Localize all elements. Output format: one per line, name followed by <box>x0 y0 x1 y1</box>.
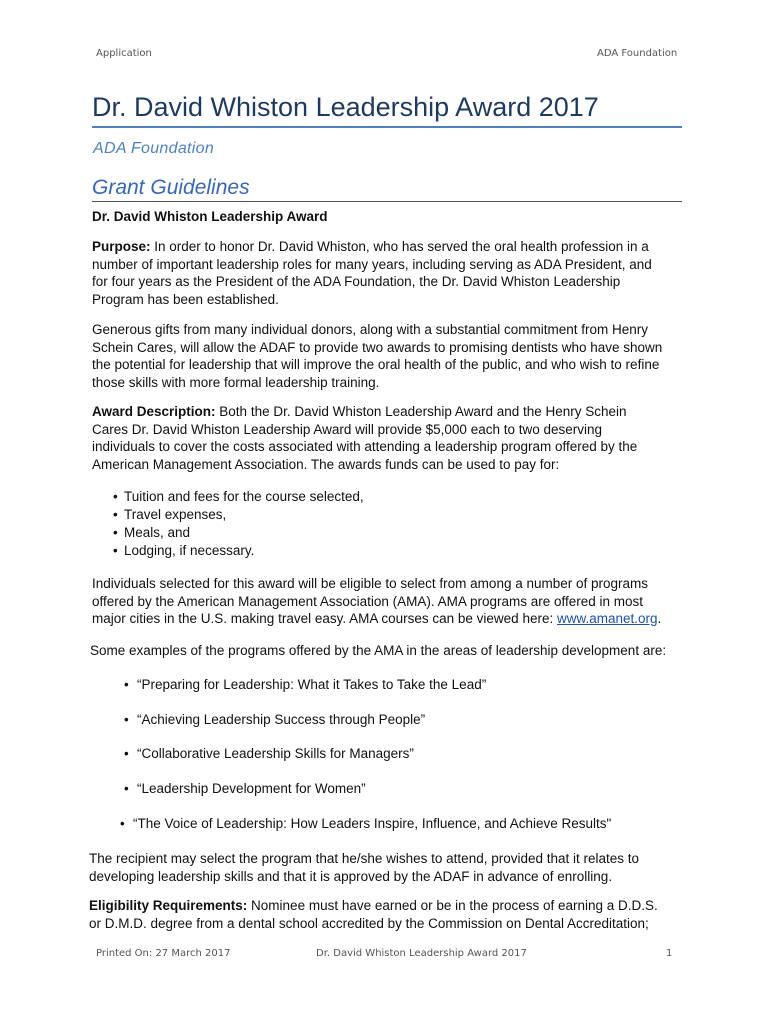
page-title: Dr. David Whiston Leadership Award 2017 <box>92 92 682 128</box>
award-description-line: American Management Association. The awards funds can be used to pay for: <box>92 456 560 472</box>
list-item: • Travel expenses, <box>113 507 227 522</box>
gifts-line: Schein Cares, will allow the ADAF to provide two awards to promising dentists who have shown <box>92 339 663 355</box>
ama-line: major cities in the U.S. making travel easy. AMA courses can be viewed here: www.amanet.org. <box>92 611 662 626</box>
ama-line: Individuals selected for this award will be eligible to select from among a number of programs <box>92 576 649 591</box>
program-item: • “Leadership Development for Women” <box>124 781 366 796</box>
award-description-paragraph <box>92 403 637 473</box>
ama-paragraph <box>92 575 661 628</box>
bullet-icon: • <box>124 677 129 692</box>
gifts-line: Generous gifts from many individual donors, along with a substantial commitment from Henry <box>92 322 648 337</box>
bullet-icon: • <box>113 489 118 504</box>
footer-title: Dr. David Whiston Leadership Award 2017 <box>316 948 527 959</box>
award-description-line: individuals to cover the costs associated with attending a leadership program offered by the <box>92 439 638 454</box>
recipient-line: The recipient may select the program that he/she wishes to attend, provided that it relates to <box>89 851 640 866</box>
recipient-line: developing leadership skills and that it is approved by the ADAF in advance of enrolling. <box>89 868 613 884</box>
purpose-label: Purpose: <box>92 239 151 254</box>
recipient-paragraph <box>89 850 639 885</box>
award-description-text: Both the Dr. David Whiston Leadership Award and the Henry Schein <box>219 404 627 419</box>
section-heading: Grant Guidelines <box>92 176 682 202</box>
gifts-line: the potential for leadership that will improve the oral health of the public, and who wish to refine <box>92 357 660 372</box>
bullet-icon: • <box>113 525 118 540</box>
header-right: ADA Foundation <box>597 48 678 59</box>
gifts-paragraph <box>92 321 662 391</box>
purpose-line: number of important leadership roles for many years, including serving as ADA President, and <box>92 256 652 272</box>
eligibility-line: or D.M.D. degree from a dental school accredited by the Commission on Dental Accreditation; <box>89 915 649 931</box>
amanet-link[interactable]: www.amanet.org <box>556 611 658 626</box>
footer-printed-date: Printed On: 27 March 2017 <box>96 948 231 959</box>
bullet-icon: • <box>113 507 118 522</box>
program-item: • “Achieving Leadership Success through People” <box>124 712 426 727</box>
eligibility-label: Eligibility Requirements: <box>89 898 248 913</box>
award-description-line <box>92 403 637 421</box>
list-item: • Lodging, if necessary. <box>113 543 255 558</box>
purpose-text: In order to honor Dr. David Whiston, who has served the oral health profession in a <box>154 239 649 254</box>
examples-intro: Some examples of the programs offered by the AMA in the areas of leadership development are: <box>90 643 667 658</box>
bullet-icon: • <box>124 746 129 761</box>
bullet-icon: • <box>113 543 118 558</box>
eligibility-paragraph <box>89 897 658 932</box>
list-item: • Meals, and <box>113 525 191 540</box>
covered-costs-list <box>113 488 364 560</box>
eligibility-line: Eligibility Requirements: Nominee must have earned or be in the process of earning a D.D.S. <box>89 898 658 913</box>
purpose-line: Program has been established. <box>92 291 279 307</box>
program-item: • “Preparing for Leadership: What it Takes to Take the Lead” <box>124 677 487 692</box>
award-name: Dr. David Whiston Leadership Award <box>92 209 328 224</box>
program-item: • “The Voice of Leadership: How Leaders Inspire, Influence, and Achieve Results" <box>120 816 612 831</box>
header-left: Application <box>96 48 152 59</box>
bullet-icon: • <box>120 816 125 831</box>
page-subtitle: ADA Foundation <box>93 140 215 157</box>
purpose-line: for four years as the President of the ADA Foundation, the Dr. David Whiston Leadership <box>92 274 621 289</box>
program-item: • “Collaborative Leadership Skills for Managers” <box>124 746 414 761</box>
award-description-label: Award Description: <box>92 404 216 419</box>
list-item: • Tuition and fees for the course selected, <box>113 489 364 504</box>
ama-line: offered by the American Management Association (AMA). AMA programs are offered in most <box>92 593 644 609</box>
bullet-icon: • <box>124 781 129 796</box>
gifts-line: those skills with more formal leadership training. <box>92 374 380 390</box>
bullet-icon: • <box>124 712 129 727</box>
award-description-line: Cares Dr. David Whiston Leadership Award will provide $5,000 each to two deserving <box>92 421 603 437</box>
page-number: 1 <box>666 948 673 959</box>
purpose-line <box>92 238 652 256</box>
purpose-paragraph <box>92 238 652 308</box>
